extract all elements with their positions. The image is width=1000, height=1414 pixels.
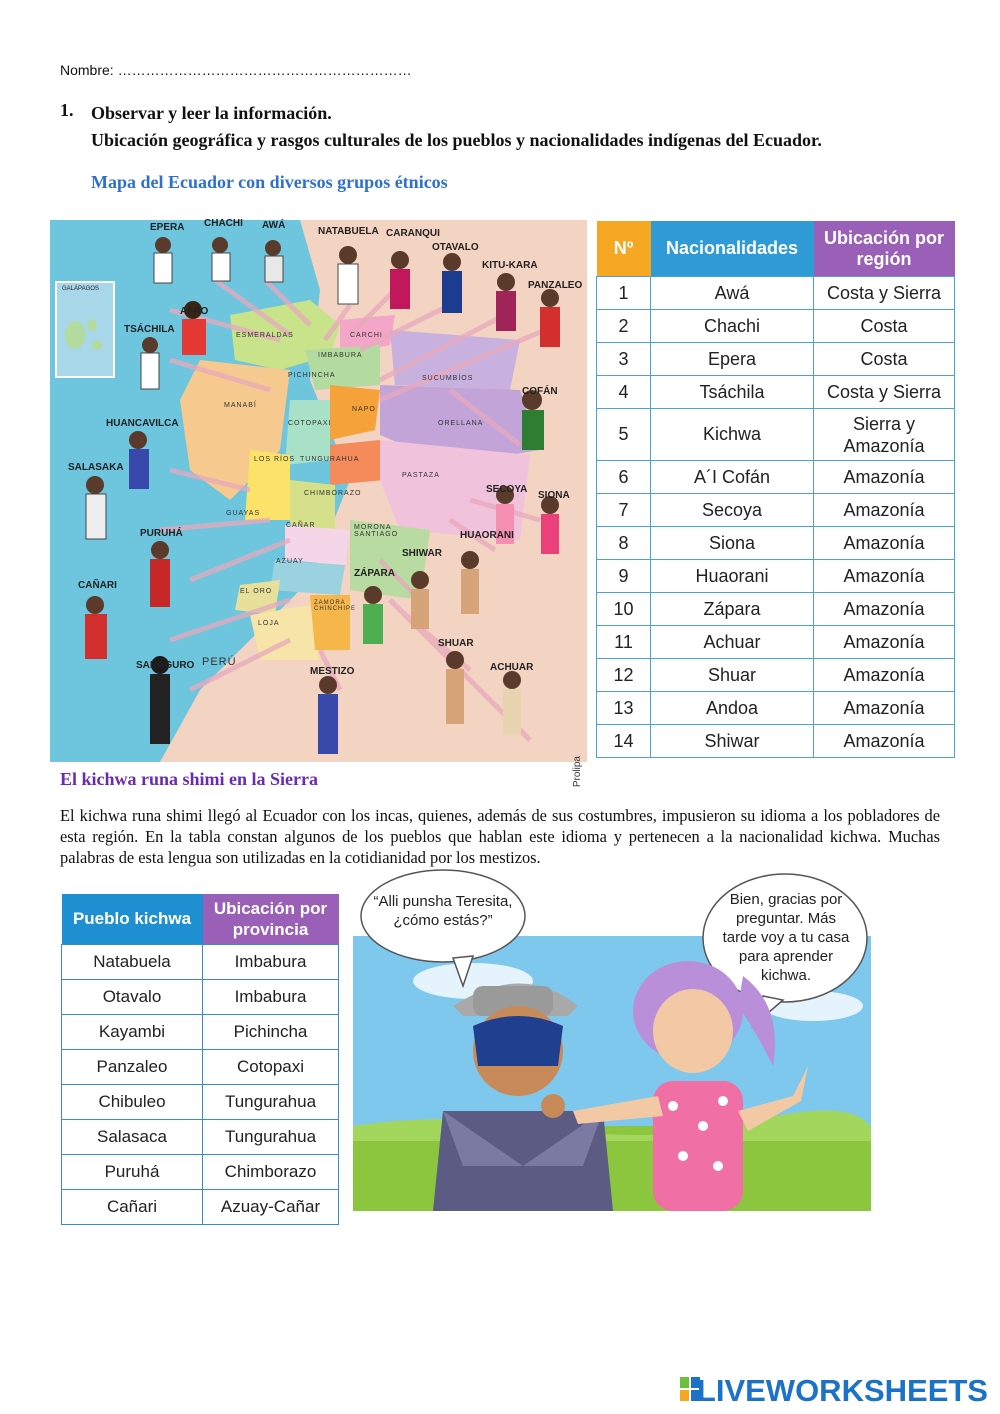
table-row [62, 1120, 339, 1155]
cell-region: Amazonía [814, 527, 955, 560]
province-pastaza: PASTAZA [402, 472, 440, 479]
map-label-chachi: CHACHI [204, 218, 243, 229]
cell-region: Amazonía [814, 461, 955, 494]
map-label-kitu-kara: KITU-KARA [482, 260, 538, 271]
cell-pueblo: Chibuleo [62, 1085, 203, 1120]
province-tungurahua: TUNGURAHUA [300, 456, 360, 463]
question-title [91, 100, 822, 154]
table-row [597, 310, 955, 343]
question-number: 1. [60, 100, 74, 120]
cell-provincia: Tungurahua [203, 1085, 339, 1120]
cell-pueblo: Cañari [62, 1190, 203, 1225]
province-napo: NAPO [352, 406, 376, 413]
cell-nationality: Awá [651, 277, 814, 310]
cell-region: Costa [814, 310, 955, 343]
province-manabi: MANABÍ [224, 402, 257, 409]
kichwa-paragraph: El kichwa runa shimi llegó al Ecuador con los incas, quienes, además de sus costumbres, impusieron su idioma a los pobladores de esta región. En la tabla constan algunos de los pueblos que hablan este idioma y pertenecen a la nacionalidad kichwa. Muchas palabras de esta lengua son utilizadas en la cotidianidad por los mestizos. [60, 806, 940, 867]
cell-nationality: Zápara [651, 593, 814, 626]
map-label-natabuela: NATABUELA [318, 226, 379, 237]
province-imbabura: IMBABURA [318, 352, 363, 359]
cell-region: Costa y Sierra [814, 277, 955, 310]
country-peru: PERÚ [202, 656, 237, 668]
province-chimborazo: CHIMBORAZO [304, 490, 362, 497]
cell-number: 2 [597, 310, 651, 343]
cell-nationality: Shiwar [651, 725, 814, 758]
cell-region: Costa [814, 343, 955, 376]
map-label-puruha: PURUHÁ [140, 528, 183, 539]
cell-number: 4 [597, 376, 651, 409]
province-esmeraldas: ESMERALDAS [236, 332, 294, 339]
kichwa-section-title: El kichwa runa shimi en la Sierra [60, 769, 319, 789]
province-azuay: AZUAY [276, 558, 304, 565]
cell-number: 10 [597, 593, 651, 626]
map-label-tsachila: TSÁCHILA [124, 324, 175, 335]
cell-number: 8 [597, 527, 651, 560]
map-credit: Prolipa [572, 756, 583, 788]
province-carchi: CARCHI [350, 332, 383, 339]
cell-region: Amazonía [814, 659, 955, 692]
table-row [62, 1085, 339, 1120]
cell-pueblo: Salasaca [62, 1120, 203, 1155]
question-line-2: Ubicación geográfica y rasgos culturales de los pueblos y nacionalidades indígenas del Ecuador. [91, 130, 822, 150]
table-row [597, 725, 955, 758]
map-label-zapara: ZÁPARA [354, 568, 395, 579]
table-row [62, 1190, 339, 1225]
cell-nationality: Chachi [651, 310, 814, 343]
map-label-achuar: ACHUAR [490, 662, 534, 673]
cell-number: 12 [597, 659, 651, 692]
col-header-region: Ubicación por región [814, 221, 955, 277]
speech-bubble-girl: Bien, gracias por preguntar. Más tarde voy a tu casa para aprender kichwa. [722, 891, 850, 984]
cell-nationality: Tsáchila [651, 376, 814, 409]
table-row [597, 527, 955, 560]
cell-number: 13 [597, 692, 651, 725]
cell-number: 1 [597, 277, 651, 310]
question-line-1: Observar y leer la información. [91, 103, 332, 123]
map-label-shiwar: SHIWAR [402, 548, 442, 559]
col-header-provincia: Ubicación por provincia [203, 894, 339, 945]
cell-pueblo: Puruhá [62, 1155, 203, 1190]
cell-provincia: Azuay-Cañar [203, 1190, 339, 1225]
map-label-awa: AWÁ [262, 220, 286, 231]
cell-provincia: Imbabura [203, 980, 339, 1015]
province-morona-santiago: MORONA SANTIAGO [354, 524, 399, 538]
map-label-panzaleo: PANZALEO [528, 280, 583, 291]
col-header-pueblo: Pueblo kichwa [62, 894, 203, 945]
kichwa-peoples-table [61, 894, 339, 1225]
cell-nationality: Andoa [651, 692, 814, 725]
cell-number: 3 [597, 343, 651, 376]
cell-region: Amazonía [814, 593, 955, 626]
table-row [597, 343, 955, 376]
cell-number: 6 [597, 461, 651, 494]
table-row [597, 593, 955, 626]
province-el-oro: EL ORO [240, 588, 273, 595]
map-label-cofan: COFÁN [522, 386, 558, 397]
cell-region: Amazonía [814, 692, 955, 725]
cell-number: 9 [597, 560, 651, 593]
cell-nationality: Secoya [651, 494, 814, 527]
cell-pueblo: Kayambi [62, 1015, 203, 1050]
table-row [597, 461, 955, 494]
province-zamora-chinchipe: ZAMORA CHINCHIPE [314, 600, 357, 612]
name-field[interactable]: Nombre: ……………………………………………………… [60, 62, 412, 78]
cell-provincia: Tungurahua [203, 1120, 339, 1155]
cell-region: Amazonía [814, 725, 955, 758]
cell-number: 14 [597, 725, 651, 758]
map-label-shuar: SHUAR [438, 638, 474, 649]
map-label-otavalo: OTAVALO [432, 242, 479, 253]
cell-nationality: Shuar [651, 659, 814, 692]
cell-region: Costa y Sierra [814, 376, 955, 409]
map-label-secoya: SECOYA [486, 484, 528, 495]
map-label-mestizo: MESTIZO [310, 666, 355, 677]
cell-pueblo: Natabuela [62, 945, 203, 980]
table-row [597, 692, 955, 725]
cell-nationality: Huaorani [651, 560, 814, 593]
table-row [62, 1015, 339, 1050]
map-label-salasaka: SALASAKA [68, 462, 124, 473]
cell-number: 5 [597, 409, 651, 461]
galapagos-label: GALÁPAGOS [62, 286, 99, 292]
map-label-caranqui: CARANQUI [386, 228, 440, 239]
cell-provincia: Imbabura [203, 945, 339, 980]
table-row [597, 409, 955, 461]
cell-region: Sierra y Amazonía [814, 409, 955, 461]
table-row [62, 945, 339, 980]
table-row [597, 494, 955, 527]
table-row [597, 659, 955, 692]
cell-nationality: Epera [651, 343, 814, 376]
nationalities-table [596, 221, 955, 758]
cell-pueblo: Panzaleo [62, 1050, 203, 1085]
province-canar: CAÑAR [286, 522, 316, 529]
speech-bubble-boy: “Alli punsha Teresita, ¿cómo estás?” [373, 893, 513, 929]
province-sucumbios: SUCUMBÍOS [422, 375, 474, 382]
map-title: Mapa del Ecuador con diversos grupos étnicos [91, 172, 448, 192]
cell-number: 11 [597, 626, 651, 659]
cell-provincia: Pichincha [203, 1015, 339, 1050]
map-label-afro: AFRO [180, 306, 209, 317]
map-label-huaorani: HUAORANI [460, 530, 514, 541]
table-row [597, 626, 955, 659]
cell-nationality: Achuar [651, 626, 814, 659]
map-label-canari: CAÑARI [78, 580, 117, 591]
map-label-siona: SIONA [538, 490, 570, 501]
liveworksheets-logo[interactable]: LIVEWORKSHEETS [696, 1373, 988, 1408]
table-row [62, 1155, 339, 1190]
province-orellana: ORELLANA [438, 420, 484, 427]
cell-nationality: Kichwa [651, 409, 814, 461]
dialogue-illustration [353, 866, 871, 1211]
table-row [62, 980, 339, 1015]
province-pichincha: PICHINCHA [288, 372, 336, 379]
cell-pueblo: Otavalo [62, 980, 203, 1015]
cell-provincia: Chimborazo [203, 1155, 339, 1190]
cell-region: Amazonía [814, 626, 955, 659]
province-loja: LOJA [258, 620, 280, 627]
cell-provincia: Cotopaxi [203, 1050, 339, 1085]
cell-region: Amazonía [814, 560, 955, 593]
col-header-nationality: Nacionalidades [651, 221, 814, 277]
map-label-epera: EPERA [150, 222, 185, 233]
table-row [597, 277, 955, 310]
cell-number: 7 [597, 494, 651, 527]
table-row [597, 560, 955, 593]
cell-nationality: Siona [651, 527, 814, 560]
province-guayas: GUAYAS [226, 510, 261, 517]
cell-nationality: A´I Cofán [651, 461, 814, 494]
table-row [597, 376, 955, 409]
map-label-huancavilca: HUANCAVILCA [106, 418, 179, 429]
table-row [62, 1050, 339, 1085]
cell-region: Amazonía [814, 494, 955, 527]
province-los-rios: LOS RÍOS [254, 456, 296, 463]
col-header-number: Nº [597, 221, 651, 277]
province-cotopaxi: COTOPAXI [288, 420, 332, 427]
map-label-saraguro: SARAGURO [136, 660, 195, 671]
